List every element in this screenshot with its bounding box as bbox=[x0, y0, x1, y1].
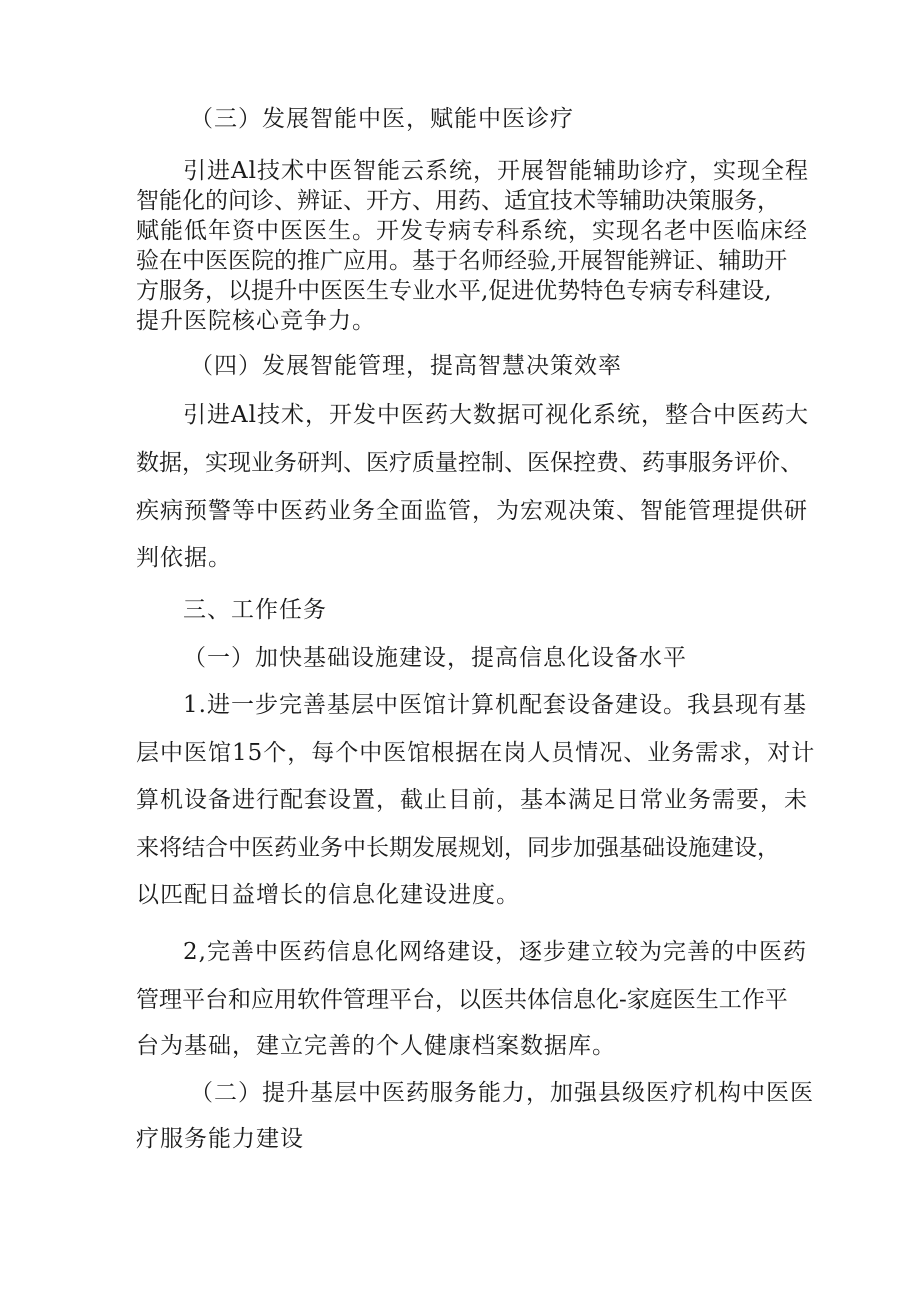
para-3-line-6: 提升医院核心竞争力。 bbox=[136, 308, 376, 334]
para-4-line-1: 引进Al技术，开发中医药大数据可视化系统，整合中医药大 bbox=[183, 402, 809, 428]
para-3-line-2: 智能化的问诊、辨证、开方、用药、适宜技术等辅助决策服务， bbox=[136, 188, 780, 214]
heading-3: （三）发展智能中医，赋能中医诊疗 bbox=[190, 106, 574, 132]
para-4-line-2: 数据，实现业务研判、医疗质量控制、医保控费、药事服务评价、 bbox=[136, 450, 803, 476]
para-3-line-1: 引进Al技术中医智能云系统，开展智能辅助诊疗，实现全程 bbox=[183, 158, 809, 184]
para-3-line-3: 赋能低年资中医医生。开发专病专科系统，实现名老中医临床经 bbox=[136, 218, 808, 244]
para-4-line-4: 判依据。 bbox=[136, 545, 232, 571]
item-1-line-4: 来将结合中医药业务中长期发展规划，同步加强基础设施建设， bbox=[136, 835, 780, 861]
task-heading-2-line-1: （二）提升基层中医药服务能力，加强县级医疗机构中医医 bbox=[190, 1080, 814, 1106]
para-3-line-5: 方服务，以提升中医医生专业水平,促进优势特色专病专科建设, bbox=[136, 278, 772, 304]
item-1-line-1: 1.进一步完善基层中医馆计算机配套设备建设。我县现有基 bbox=[183, 692, 807, 718]
item-2-line-1: 2,完善中医药信息化网络建设，逐步建立较为完善的中医药 bbox=[183, 939, 807, 965]
task-heading-2-line-2: 疗服务能力建设 bbox=[136, 1126, 304, 1152]
item-2-line-2: 管理平台和应用软件管理平台，以医共体信息化-家庭医生工作平 bbox=[136, 987, 788, 1013]
task-heading-1: （一）加快基础设施建设，提高信息化设备水平 bbox=[183, 645, 687, 671]
para-4-line-3: 疾病预警等中医药业务全面监管，为宏观决策、智能管理提供研 bbox=[136, 498, 808, 524]
heading-4: （四）发展智能管理，提高智慧决策效率 bbox=[190, 353, 622, 379]
item-1-line-5: 以匹配日益增长的信息化建设进度。 bbox=[136, 882, 520, 908]
item-1-line-2: 层中医馆15个，每个中医馆根据在岗人员情况、业务需求，对计 bbox=[136, 740, 816, 766]
section-3-title: 三、工作任务 bbox=[183, 597, 327, 623]
para-3-line-4: 验在中医医院的推广应用。基于名师经验,开展智能辨证、辅助开 bbox=[136, 248, 788, 274]
item-1-line-3: 算机设备进行配套设置，截止目前，基本满足日常业务需要，未 bbox=[136, 787, 808, 813]
item-2-line-3: 台为基础，建立完善的个人健康档案数据库。 bbox=[136, 1033, 616, 1059]
